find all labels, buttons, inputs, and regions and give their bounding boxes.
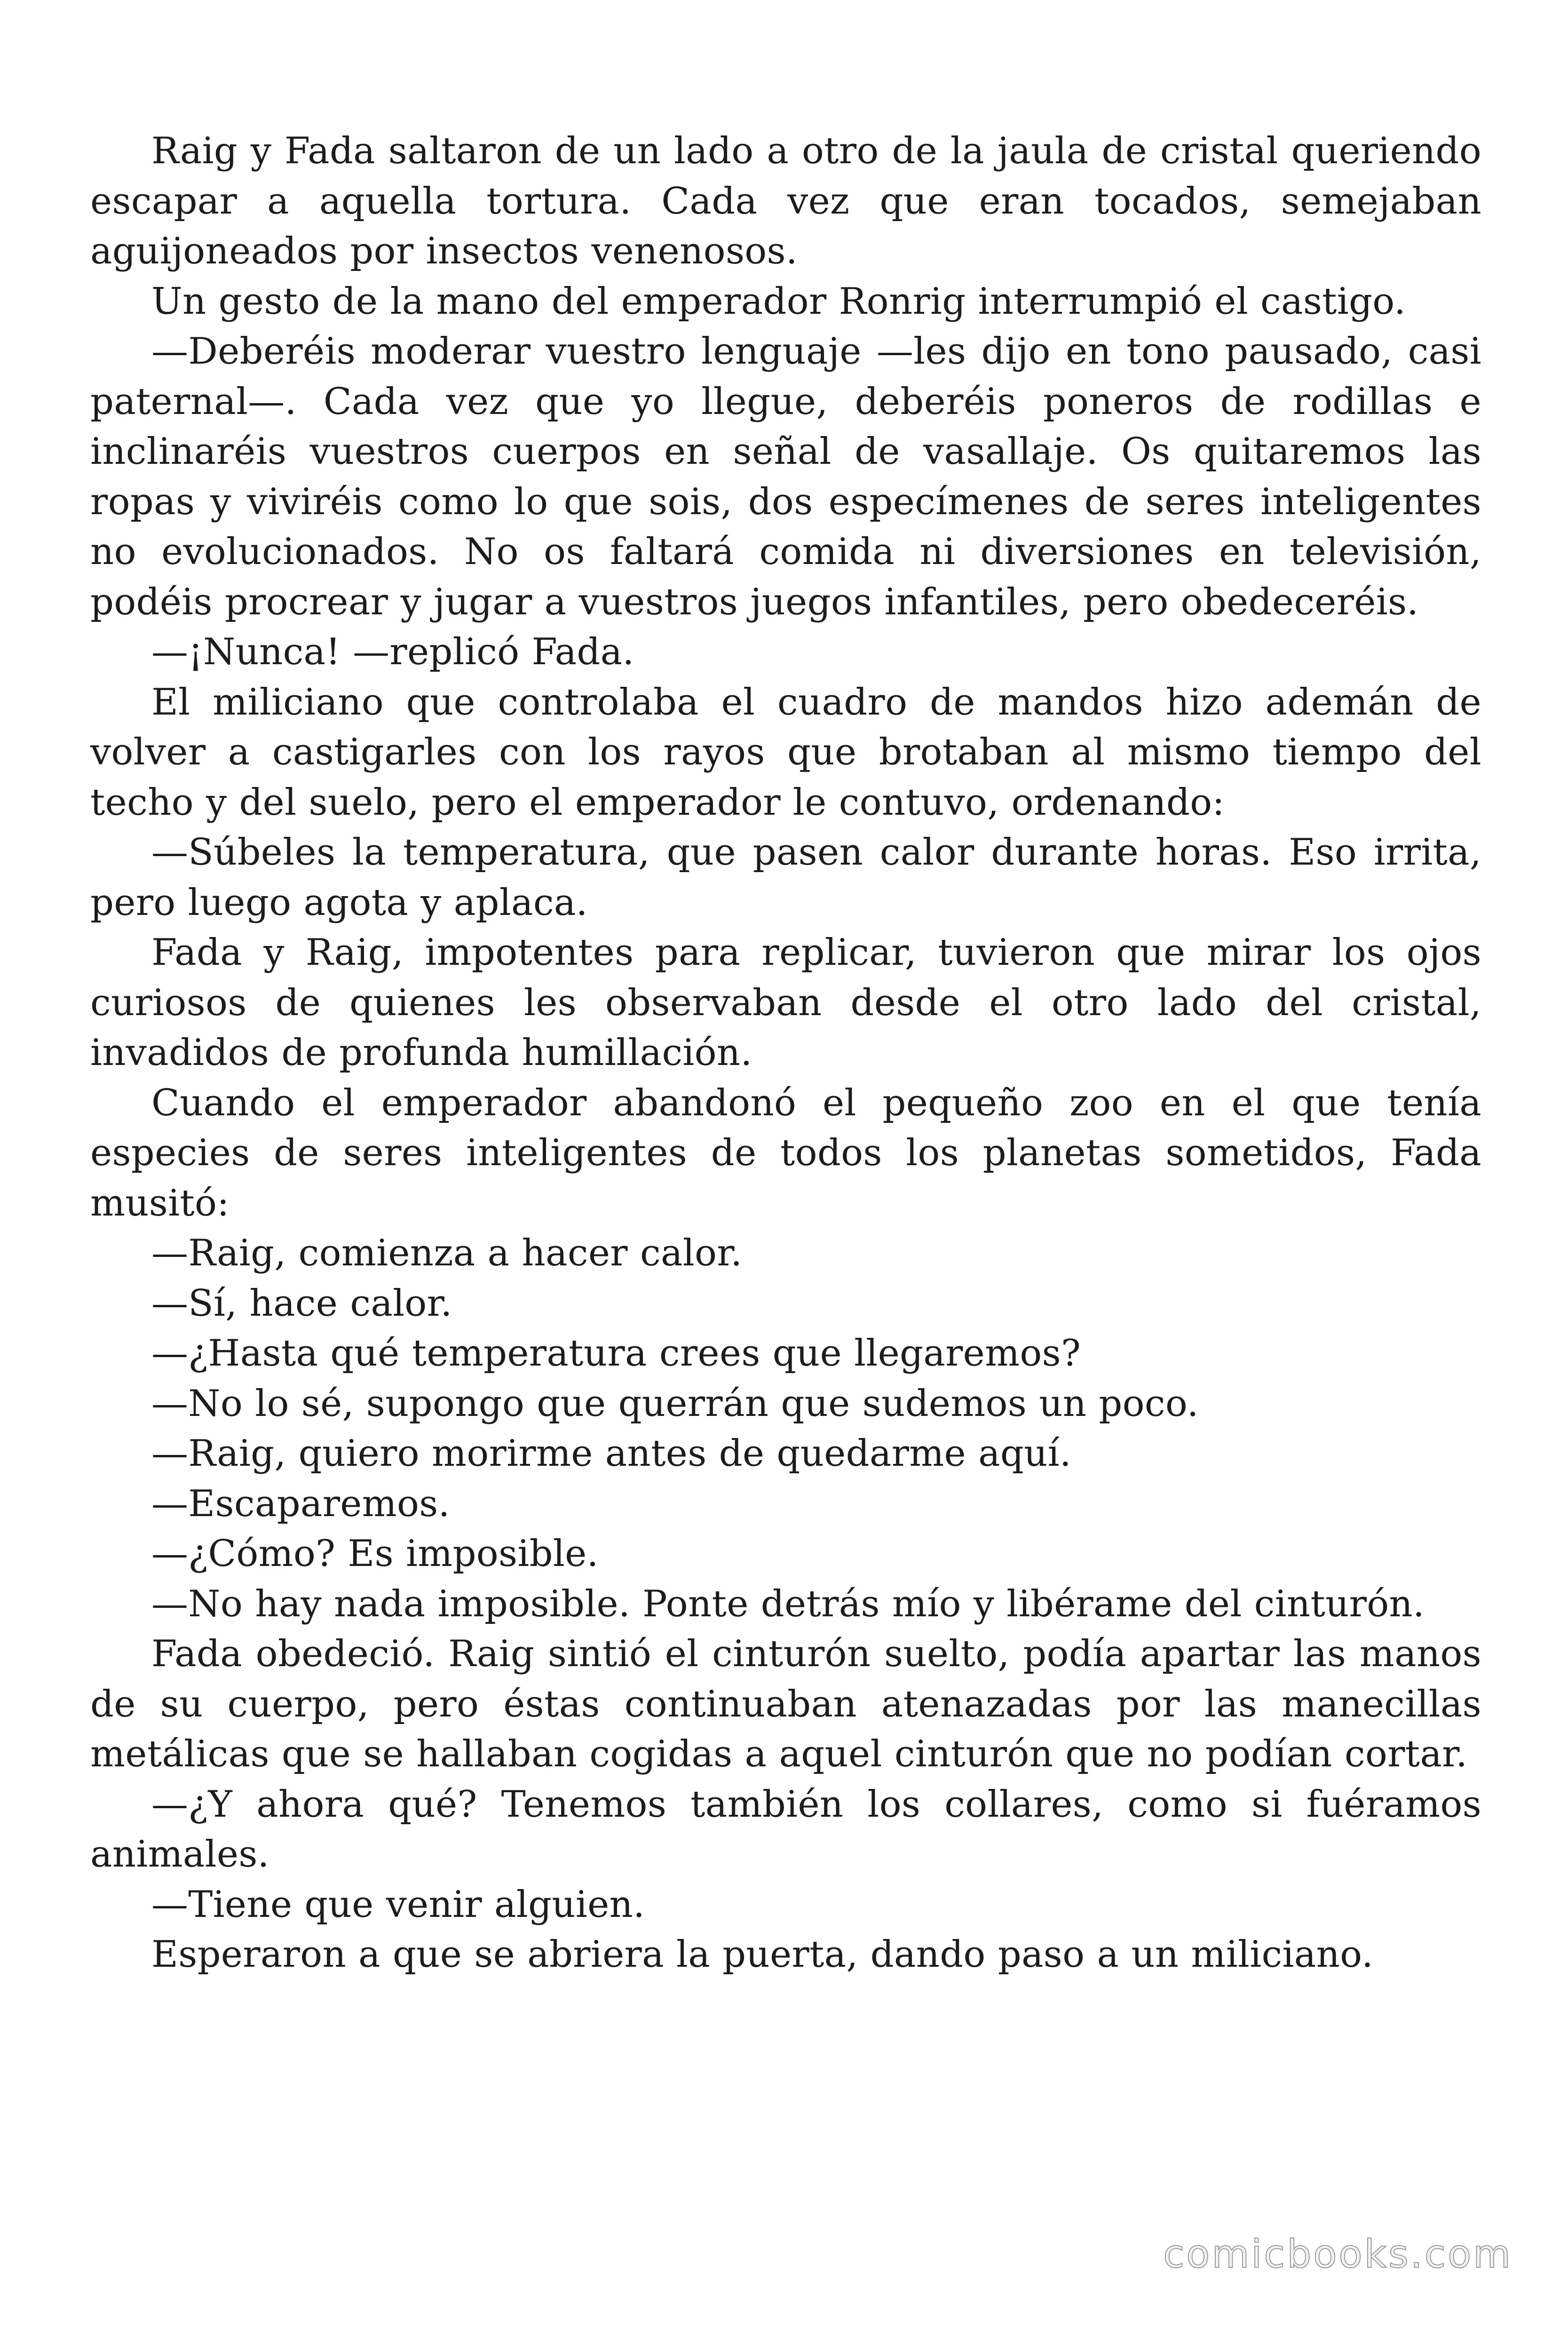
paragraph: —¡Nunca! —replicó Fada. bbox=[151, 631, 634, 673]
paragraph: —Sí, hace calor. bbox=[151, 1282, 452, 1325]
paragraph: Fada y Raig, impotentes para replicar, tuvieron que mirar los ojos curiosos de quienes les observaban desde el otro lado del cristal, invadidos de profunda humillación. bbox=[90, 931, 1481, 1074]
paragraph: —No hay nada imposible. Ponte detrás mío y libérame del cinturón. bbox=[151, 1582, 1425, 1625]
paragraph: —Tiene que venir alguien. bbox=[151, 1883, 645, 1926]
watermark: comicbooks.com bbox=[1163, 2232, 1513, 2277]
paragraph: El miliciano que controlaba el cuadro de mandos hizo ademán de volver a castigarles con los rayos que brotaban al mismo tiempo del techo y del suelo, pero el emperador le contuvo, ordenando: bbox=[90, 681, 1481, 824]
paragraph: —Súbeles la temperatura, que pasen calor durante horas. Eso irrita, pero luego agota y aplaca. bbox=[90, 831, 1481, 924]
paragraph: Fada obedeció. Raig sintió el cinturón suelto, podía apartar las manos de su cuerpo, pero éstas continuaban atenazadas por las manecillas metálicas que se hallaban cogidas a aquel cinturón que no podían cortar. bbox=[90, 1633, 1481, 1775]
paragraph: —¿Y ahora qué? Tenemos también los collares, como si fuéramos animales. bbox=[90, 1783, 1481, 1875]
paragraph: —Escaparemos. bbox=[151, 1482, 450, 1525]
paragraph: —Raig, quiero morirme antes de quedarme aquí. bbox=[151, 1432, 1071, 1475]
paragraph: —¿Cómo? Es imposible. bbox=[151, 1533, 599, 1575]
paragraph: —No lo sé, supongo que querrán que sudemos un poco. bbox=[151, 1382, 1199, 1425]
paragraph: —Deberéis moderar vuestro lenguaje —les dijo en tono pausado, casi paternal—. Cada vez que yo llegue, deberéis poneros de rodillas e inclinaréis vuestros cuerpos en señal de vasallaje. Os quitaremos las ropas y viviréis como lo que sois, dos especímenes de seres inteligentes no evolucionados. No os faltará comida ni diversiones en televisión, podéis procrear y jugar a vuestros juegos infantiles, pero obedeceréis. bbox=[90, 330, 1481, 623]
paragraph: Cuando el emperador abandonó el pequeño zoo en el que tenía especies de seres inteligentes de todos los planetas sometidos, Fada musitó: bbox=[90, 1081, 1481, 1224]
body-text bbox=[90, 126, 1481, 1980]
paragraph: —¿Hasta qué temperatura crees que llegaremos? bbox=[151, 1332, 1081, 1375]
paragraph: Esperaron a que se abriera la puerta, dando paso a un miliciano. bbox=[151, 1933, 1374, 1976]
paragraph: Un gesto de la mano del emperador Ronrig interrumpió el castigo. bbox=[151, 280, 1406, 323]
paragraph: Raig y Fada saltaron de un lado a otro de la jaula de cristal queriendo escapar a aquella tortura. Cada vez que eran tocados, semejaban aguijoneados por insectos venenosos. bbox=[90, 130, 1481, 272]
paragraph: —Raig, comienza a hacer calor. bbox=[151, 1232, 743, 1274]
